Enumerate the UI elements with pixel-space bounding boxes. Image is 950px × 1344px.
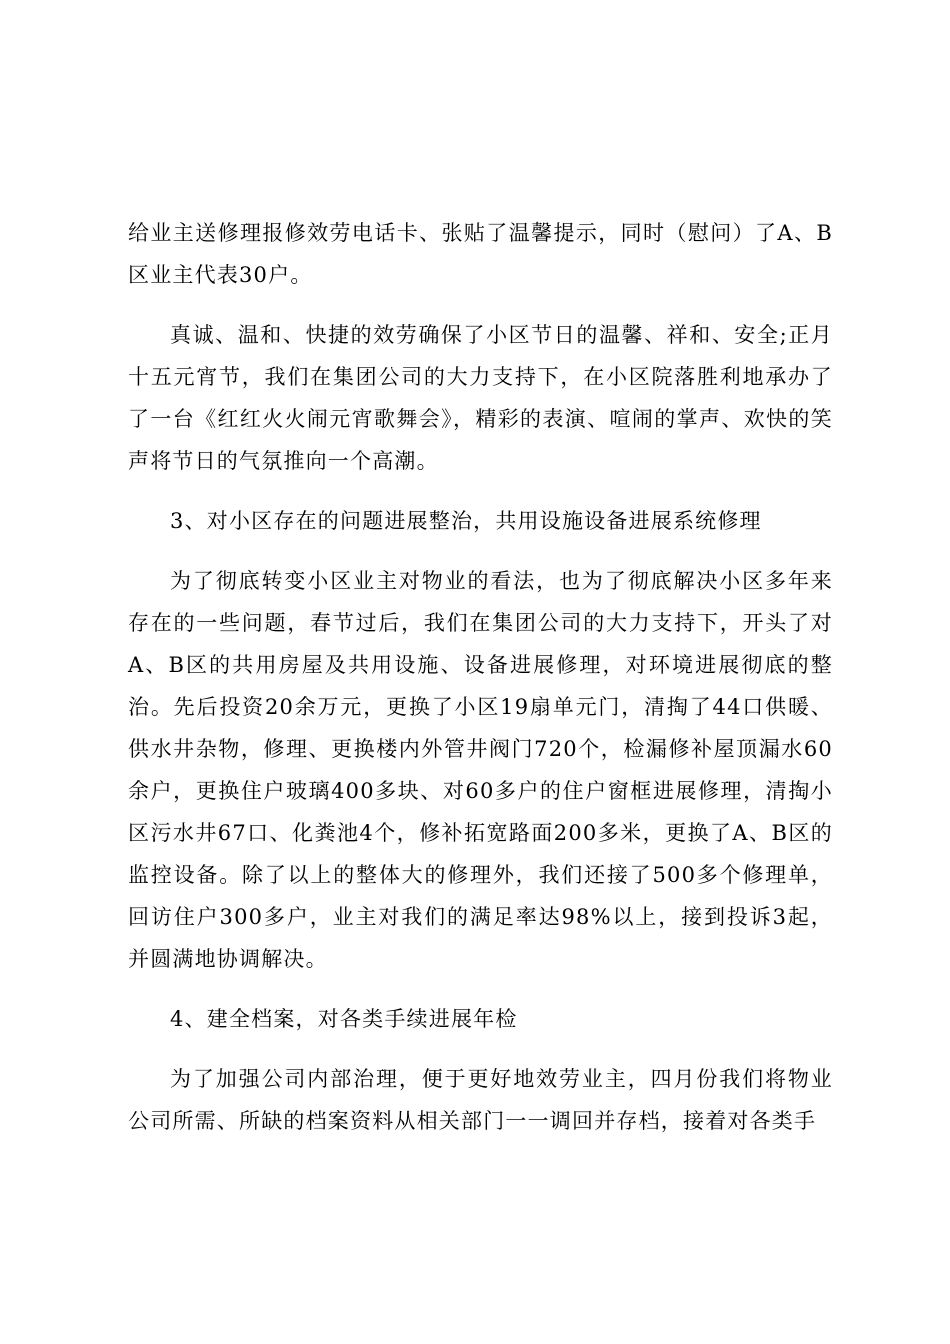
paragraph-1: 给业主送修理报修效劳电话卡、张贴了温馨提示，同时（慰问）了A、B区业主代表30户。 bbox=[128, 221, 833, 287]
section-heading-4: 4、建全档案，对各类手续进展年检 bbox=[170, 1007, 518, 1031]
paragraph-3: 为了彻底转变小区业主对物业的看法，也为了彻底解决小区多年来存在的一些问题，春节过后，我们在集团公司的大力支持下，开头了对A、B区的共用房屋及共用设施、设备进展修理，对环境进展彻底的整治。先后投资20余万元，更换了小区19扇单元门，清掏了44口供暖、供水井杂物，修理、更换楼内外管井阀门720个，检漏修补屋顶漏水60余户，更换住户玻璃400多块、对60多户的住户窗框进展修理，清掏小区污水井67口、化粪池4个，修补拓宽路面200多米，更换了A、B区的监控设备。除了以上的整体大的修理外，我们还接了500多个修理单，回访住户300多户，业主对我们的满足率达98%以上，接到投诉3起，并圆满地协调解决。 bbox=[128, 569, 833, 971]
section-heading-3: 3、对小区存在的问题进展整治，共用设施设备进展系统修理 bbox=[170, 509, 762, 533]
document-body bbox=[128, 212, 833, 1160]
paragraph-2: 真诚、温和、快捷的效劳确保了小区节日的温馨、祥和、安全;正月十五元宵节，我们在集团公司的大力支持下，在小区院落胜利地承办了了一台《红红火火闹元宵歌舞会》，精彩的表演、喧闹的掌声、欢快的笑声将节日的气氛推向一个高潮。 bbox=[128, 323, 833, 473]
paragraph-4: 为了加强公司内部治理，便于更好地效劳业主，四月份我们将物业公司所需、所缺的档案资料从相关部门一一调回并存档，接着对各类手 bbox=[128, 1067, 833, 1133]
